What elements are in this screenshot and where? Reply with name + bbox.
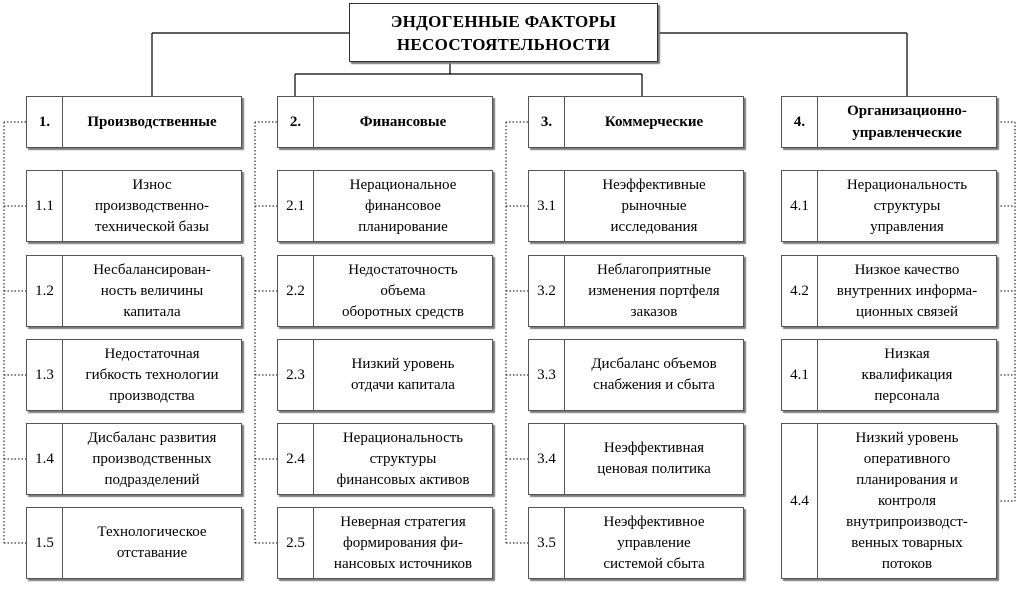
factor-3-4: [528, 423, 744, 495]
factor-4-2-text: Низкое качество внутренних информа- ционных связей: [836, 261, 978, 320]
category-2-header: [277, 96, 493, 148]
category-2-header-number: 2.: [278, 97, 314, 147]
factor-1-1: [26, 170, 242, 242]
factor-3-5: [528, 507, 744, 579]
category-3-header: [528, 96, 744, 148]
factor-4-4-number: 4.4: [782, 424, 818, 578]
factor-3-3-text: Дисбаланс объемов снабжения и сбыта: [591, 356, 717, 393]
factor-1-5-number: 1.5: [27, 508, 63, 578]
factor-1-4-number: 1.4: [27, 424, 63, 494]
category-1-header: [26, 96, 242, 148]
factor-4-3: [781, 339, 997, 411]
factor-1-2-text: Несбалансирован- ность величины капитала: [93, 261, 211, 320]
factor-3-3: [528, 339, 744, 411]
factor-4-2-number: 4.2: [782, 256, 818, 326]
factor-3-2-text: Неблагоприятные изменения портфеля заказов: [588, 261, 720, 320]
factor-2-1: [277, 170, 493, 242]
factor-2-3: [277, 339, 493, 411]
factor-2-2: [277, 255, 493, 327]
category-2-header-text: Финансовые: [359, 114, 447, 130]
factor-1-2-number: 1.2: [27, 256, 63, 326]
category-4-header-text: Организационно- управленческие: [847, 103, 967, 141]
factor-2-1-number: 2.1: [278, 171, 314, 241]
factor-4-4: [781, 423, 997, 579]
factor-1-3-number: 1.3: [27, 340, 63, 410]
factor-4-1: [781, 170, 997, 242]
factor-3-1-number: 3.1: [529, 171, 565, 241]
factor-3-1: [528, 170, 744, 242]
category-3-header-number: 3.: [529, 97, 565, 147]
factor-2-5-text: Неверная стратегия формирования фи- нансовых источников: [333, 513, 473, 572]
factor-4-4-text: Низкий уровень оперативного планирования и контроля внутрипроизводст- венных товарных потоков: [846, 429, 968, 572]
factor-3-4-text: Неэффективная ценовая политика: [597, 440, 711, 477]
factor-4-1-number: 4.1: [782, 171, 818, 241]
factor-2-2-text: Недостаточность объема оборотных средств: [342, 261, 464, 320]
factor-4-3-number: 4.1: [782, 340, 818, 410]
factor-3-4-number: 3.4: [529, 424, 565, 494]
factor-2-2-number: 2.2: [278, 256, 314, 326]
factor-2-5-number: 2.5: [278, 508, 314, 578]
factor-1-4-text: Дисбаланс развития производственных подразделений: [87, 429, 217, 488]
factor-1-3-text: Недостаточная гибкость технологии производства: [85, 345, 219, 404]
factor-2-1-text: Нерациональное финансовое планирование: [349, 176, 457, 235]
factor-1-5-text: Технологическое отставание: [97, 524, 207, 561]
factor-3-2: [528, 255, 744, 327]
factor-2-3-number: 2.3: [278, 340, 314, 410]
factor-4-2: [781, 255, 997, 327]
factor-2-3-text: Низкий уровень отдачи капитала: [351, 356, 455, 393]
category-1-header-number: 1.: [27, 97, 63, 147]
factor-2-4-number: 2.4: [278, 424, 314, 494]
factor-3-5-number: 3.5: [529, 508, 565, 578]
factor-1-1-text: Износ производственно- технической базы: [94, 176, 210, 235]
factor-3-5-text: Неэффективное управление системой сбыта: [603, 513, 705, 572]
category-3-header-text: Коммерческие: [604, 114, 704, 130]
category-4-header-number: 4.: [782, 97, 818, 147]
factor-1-1-number: 1.1: [27, 171, 63, 241]
factor-1-2: [26, 255, 242, 327]
factor-2-4: [277, 423, 493, 495]
factor-1-3: [26, 339, 242, 411]
category-1-header-text: Производственные: [87, 114, 217, 130]
factor-1-5: [26, 507, 242, 579]
factor-3-1-text: Неэффективные рыночные исследования: [602, 176, 706, 235]
factor-3-2-number: 3.2: [529, 256, 565, 326]
factor-1-4: [26, 423, 242, 495]
diagram-title: ЭНДОГЕННЫЕ ФАКТОРЫ НЕСОСТОЯТЕЛЬНОСТИ: [349, 3, 658, 62]
factor-3-3-number: 3.3: [529, 340, 565, 410]
factor-2-4-text: Нерациональность структуры финансовых активов: [336, 429, 470, 488]
factor-4-1-text: Нерациональность структуры управления: [846, 176, 968, 235]
category-4-header: [781, 96, 997, 148]
factor-4-3-text: Низкая квалификация персонала: [861, 345, 953, 404]
factor-2-5: [277, 507, 493, 579]
